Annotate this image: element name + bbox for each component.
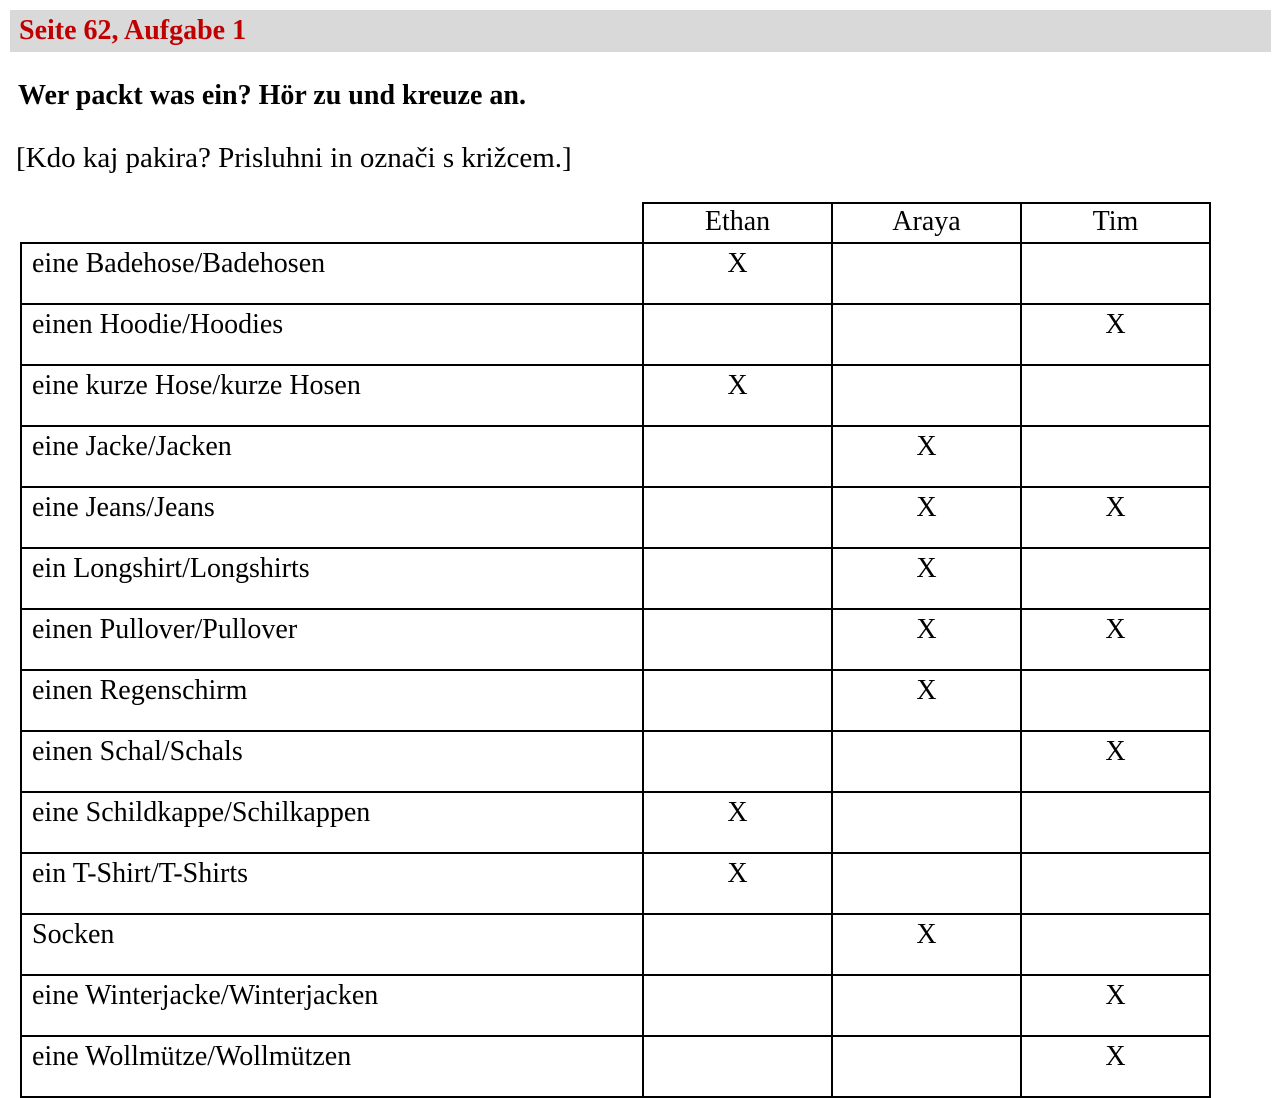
- table-body: [21, 243, 1210, 1097]
- mark-cell-ethan: [643, 609, 832, 670]
- mark-cell-ethan: [643, 975, 832, 1036]
- table-corner-cell: [21, 203, 643, 243]
- clothing-item-label: eine Jacke/Jacken: [21, 426, 643, 487]
- mark-cell-ethan: [643, 304, 832, 365]
- clothing-item-label: eine Winterjacke/Winterjacken: [21, 975, 643, 1036]
- mark-cell-tim: [1021, 853, 1210, 914]
- task-translation: [Kdo kaj pakira? Prisluhni in označi s križcem.]: [16, 142, 572, 174]
- table-row: [21, 243, 1210, 304]
- mark-cell-araya: [832, 365, 1021, 426]
- section-header-bar: [10, 10, 1271, 52]
- mark-cell-ethan: [643, 426, 832, 487]
- clothing-item-label: einen Hoodie/Hoodies: [21, 304, 643, 365]
- table-row: [21, 304, 1210, 365]
- table-row: [21, 365, 1210, 426]
- clothing-item-label: Socken: [21, 914, 643, 975]
- mark-cell-ethan: [643, 487, 832, 548]
- mark-cell-tim: [1021, 426, 1210, 487]
- table-row: [21, 792, 1210, 853]
- mark-cell-tim: X: [1021, 1036, 1210, 1097]
- mark-cell-tim: X: [1021, 731, 1210, 792]
- column-header-tim: Tim: [1021, 203, 1210, 243]
- clothing-item-label: eine Schildkappe/Schilkappen: [21, 792, 643, 853]
- mark-cell-ethan: X: [643, 365, 832, 426]
- mark-cell-tim: [1021, 365, 1210, 426]
- clothing-item-label: eine Badehose/Badehosen: [21, 243, 643, 304]
- mark-cell-ethan: [643, 914, 832, 975]
- mark-cell-araya: X: [832, 487, 1021, 548]
- mark-cell-ethan: [643, 548, 832, 609]
- mark-cell-tim: X: [1021, 304, 1210, 365]
- answer-table: [20, 202, 1211, 1098]
- clothing-item-label: einen Regenschirm: [21, 670, 643, 731]
- mark-cell-tim: [1021, 670, 1210, 731]
- mark-cell-ethan: X: [643, 243, 832, 304]
- mark-cell-araya: [832, 243, 1021, 304]
- mark-cell-araya: [832, 1036, 1021, 1097]
- mark-cell-araya: X: [832, 426, 1021, 487]
- table-row: [21, 1036, 1210, 1097]
- mark-cell-tim: [1021, 548, 1210, 609]
- mark-cell-araya: X: [832, 670, 1021, 731]
- mark-cell-tim: [1021, 914, 1210, 975]
- mark-cell-araya: [832, 975, 1021, 1036]
- table-row: [21, 670, 1210, 731]
- mark-cell-ethan: X: [643, 853, 832, 914]
- task-instruction: Wer packt was ein? Hör zu und kreuze an.: [18, 80, 526, 111]
- table-header-row: [21, 203, 1210, 243]
- table-row: [21, 914, 1210, 975]
- mark-cell-tim: [1021, 243, 1210, 304]
- table-row: [21, 853, 1210, 914]
- column-header-araya: Araya: [832, 203, 1021, 243]
- mark-cell-araya: X: [832, 609, 1021, 670]
- mark-cell-araya: [832, 792, 1021, 853]
- column-header-ethan: Ethan: [643, 203, 832, 243]
- mark-cell-araya: X: [832, 548, 1021, 609]
- clothing-item-label: ein T-Shirt/T-Shirts: [21, 853, 643, 914]
- mark-cell-tim: X: [1021, 609, 1210, 670]
- mark-cell-tim: [1021, 792, 1210, 853]
- table-row: [21, 426, 1210, 487]
- section-title: Seite 62, Aufgabe 1: [19, 15, 247, 46]
- mark-cell-araya: X: [832, 914, 1021, 975]
- mark-cell-tim: X: [1021, 975, 1210, 1036]
- mark-cell-araya: [832, 304, 1021, 365]
- mark-cell-araya: [832, 853, 1021, 914]
- table-row: [21, 731, 1210, 792]
- mark-cell-araya: [832, 731, 1021, 792]
- mark-cell-ethan: [643, 670, 832, 731]
- mark-cell-ethan: X: [643, 792, 832, 853]
- clothing-item-label: einen Schal/Schals: [21, 731, 643, 792]
- clothing-item-label: eine kurze Hose/kurze Hosen: [21, 365, 643, 426]
- mark-cell-ethan: [643, 1036, 832, 1097]
- clothing-item-label: eine Jeans/Jeans: [21, 487, 643, 548]
- table-row: [21, 548, 1210, 609]
- mark-cell-tim: X: [1021, 487, 1210, 548]
- clothing-item-label: einen Pullover/Pullover: [21, 609, 643, 670]
- table-row: [21, 975, 1210, 1036]
- table-row: [21, 609, 1210, 670]
- clothing-item-label: ein Longshirt/Longshirts: [21, 548, 643, 609]
- clothing-item-label: eine Wollmütze/Wollmützen: [21, 1036, 643, 1097]
- mark-cell-ethan: [643, 731, 832, 792]
- table-row: [21, 487, 1210, 548]
